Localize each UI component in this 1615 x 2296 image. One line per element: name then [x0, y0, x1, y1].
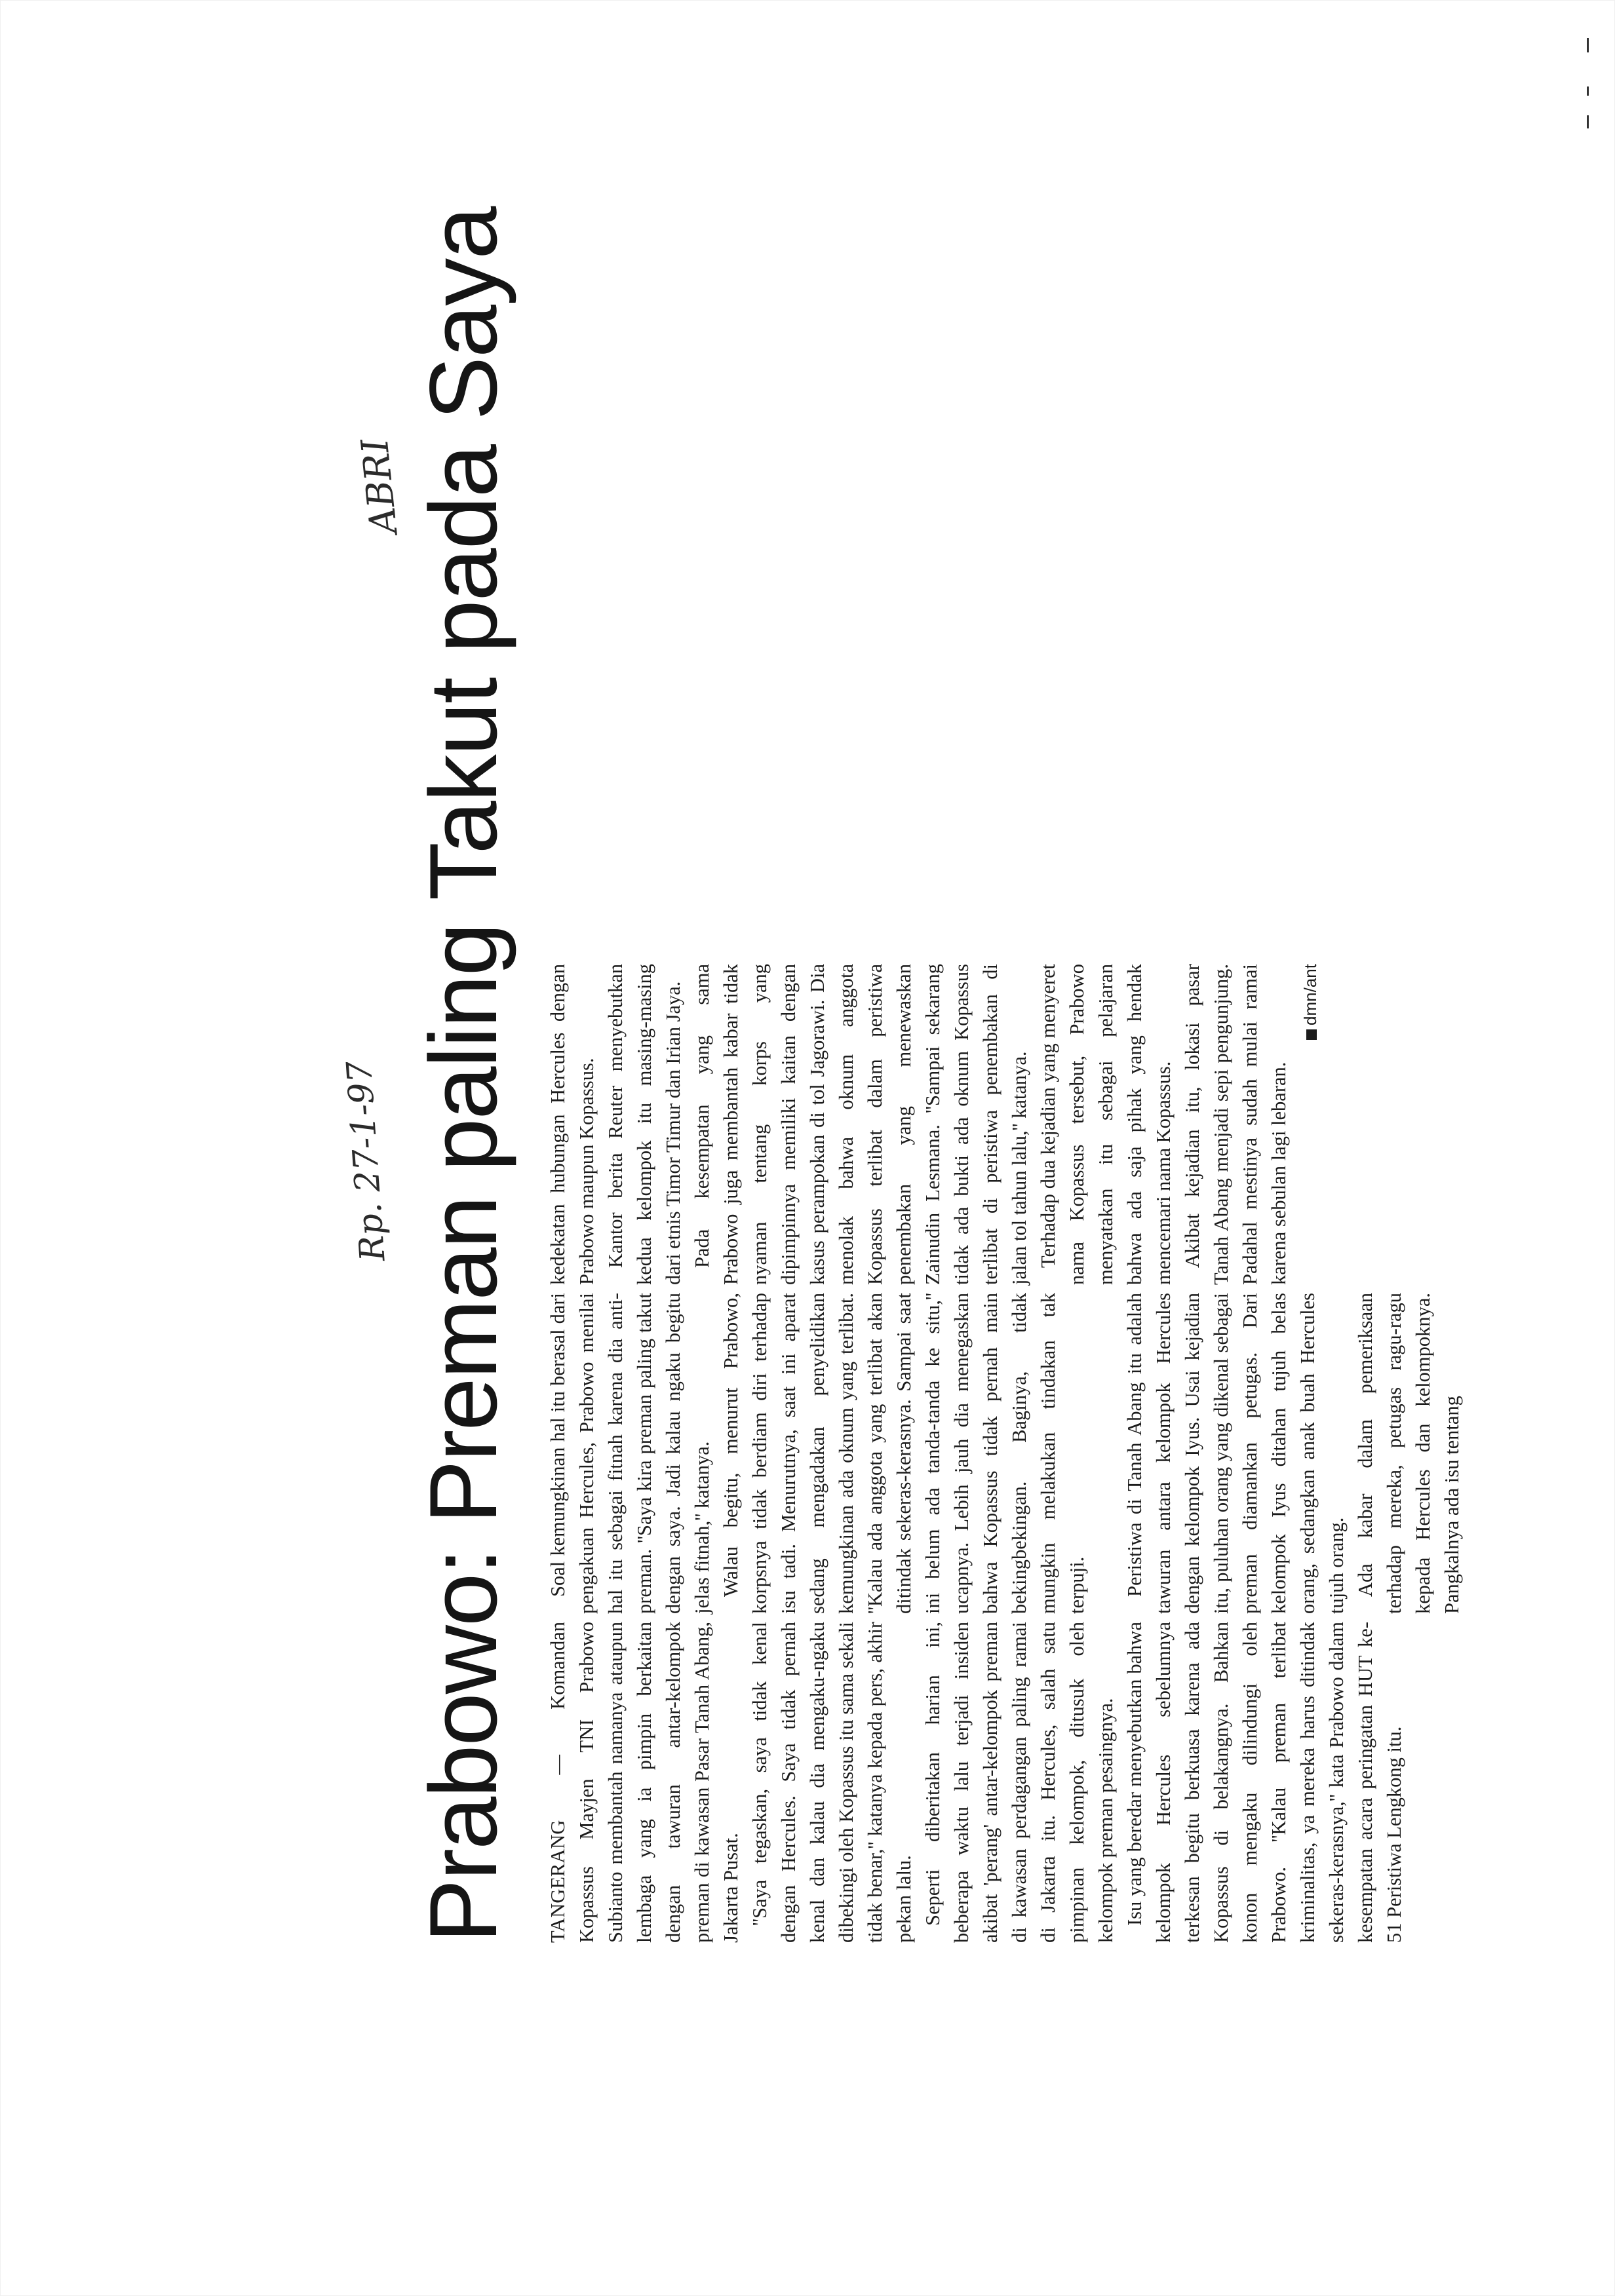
paragraph: Soal kemungkinan hal itu berasal dari pengakuan Hercules, Prabowo menilai hal itu sebagai fitnah karena dia anti-preman. ''Saya kira preman paling takut dengan saya. Jadi kalau ngaku begitu jelas fitnah,'' katanya. — [547, 1293, 713, 1614]
paragraph: Terhadap dua kejadian yang menyeret nama Kopassus tersebut, Prabowo menyatakan itu sebagai pelajaran bahwa ada saja pihak yang hendak mencemari nama Kopassus. — [1037, 964, 1175, 1285]
paragraph: Peristiwa di Tanah Abang itu adalah tawuran antara kelompok Hercules dengan kelompok Iyus. Usai kejadian itu, puluhan orang yang dikenal sebagai preman diamankan petugas. Dari kelompok Iyus ditahan tujuh belas orang, sedangkan anak buah Hercules tujuh orang. — [1123, 1293, 1348, 1614]
paragraph: TANGERANG — Komandan Kopassus Mayjen TNI Prabowo Subianto membantah namanya ataupun lembaga yang ia pimpin berkaitan dengan tawuran antar-kelompok preman di kawasan Pasar Tanah Abang, Jakarta Pusat. — [547, 1622, 742, 1943]
paragraph: kedekatan hubungan Hercules dengan Prabowo maupun Kopassus. — [547, 964, 598, 1285]
paragraph: Pada kesempatan yang sama Prabowo juga membantah kabar tidak nyaman tentang korps yang dipimpinnya memiliki kaitan dengan kasus perampokan di tol Jagorawi. Dia menolak bahwa oknum anggota Kopassus terlibat dalam peristiwa penembakan yang menewaskan Zainudin Lesmana. ''Sampai sekarang tidak ada bukti ada oknum Kopassus terlibat di peristiwa penembakan di jalan tol tahun lalu,'' katanya. — [691, 964, 1030, 1285]
byline — [1296, 964, 1325, 1285]
paragraph: Ada kabar dalam pemeriksaan terhadap mereka, petugas ragu-ragu kepada Hercules dan kelompoknya. Pangkalnya ada isu tentang — [1354, 1293, 1463, 1614]
paragraph: Walau begitu, menurut Prabowo, korpsnya tidak berdiam diri terhadap isu tadi. Menurutnya, saat ini aparat sedang mengadakan penyelidikan kemungkinan ada oknum yang terlibat. ''Kalau ada anggota yang terlibat akan ditindak sekeras-kerasnya. Sampai saat ini belum ada tanda-tanda ke situ,'' ucapnya. Lebih jauh dia menegaskan bahwa Kopassus tidak pernah main bekingbekingan. Baginya, tidak mungkin melakukan tindakan tak terpuji. — [720, 1293, 1088, 1614]
byline-text: dmn/ant — [1300, 964, 1320, 1025]
paragraph: Akibat kejadian itu, lokasi pasar Tanah Abang menjadi sepi pengunjung. Padahal mestinya sudah mulai ramai karena sebulan lagi lebaran. — [1181, 964, 1290, 1285]
end-mark-icon — [1306, 1029, 1317, 1040]
paragraph: Seperti diberitakan harian ini, beberapa waktu lalu terjadi insiden akibat 'perang' antar-kelompok preman di kawasan perdagangan paling ramai di Jakarta itu. Hercules, salah satu pimpinan kelompok, ditusuk oleh kelompok preman pesaingnya. — [922, 1622, 1117, 1943]
handwritten-mark: ABRI — [353, 436, 406, 536]
margin-mark — [1587, 115, 1589, 128]
column-2 — [543, 1293, 1463, 1614]
margin-mark — [1587, 86, 1589, 96]
handwritten-date: Rp. 27-1-97 — [340, 1060, 393, 1263]
column-1 — [543, 1622, 1405, 1943]
paragraph: ''Saya tegaskan, saya tidak kenal dengan Hercules. Saya tidak pernah kenal dan kalau dia mengaku-ngaku dibekingi oleh Kopassus itu sama sekali tidak benar,'' katanya kepada pers, akhir pekan lalu. — [749, 1622, 915, 1943]
article-body — [543, 305, 1463, 1943]
margin-mark — [1587, 38, 1589, 52]
paragraph: Kantor berita Reuter menyebutkan kedua kelompok itu masing-masing dari etnis Timor Timur dan Irian Jaya. — [604, 964, 684, 1285]
news-clipping — [340, 207, 1463, 1943]
headline: Prabowo: Preman paling Takut pada Saya — [410, 207, 516, 1943]
paragraph: Isu yang beredar menyebutkan bahwa kelompok Hercules sebelumnya terkesan begitu berkuasa karena ada Kopassus di belakangnya. Bahkan konon mengaku dilindungi oleh Prabowo. ''Kalau preman terlibat kriminalitas, ya mereka harus ditindak sekeras-kerasnya,'' kata Prabowo dalam kesempatan acara peringatan HUT ke-51 Peristiwa Lengkong itu. — [1123, 1622, 1405, 1943]
column-3 — [543, 964, 1320, 1285]
